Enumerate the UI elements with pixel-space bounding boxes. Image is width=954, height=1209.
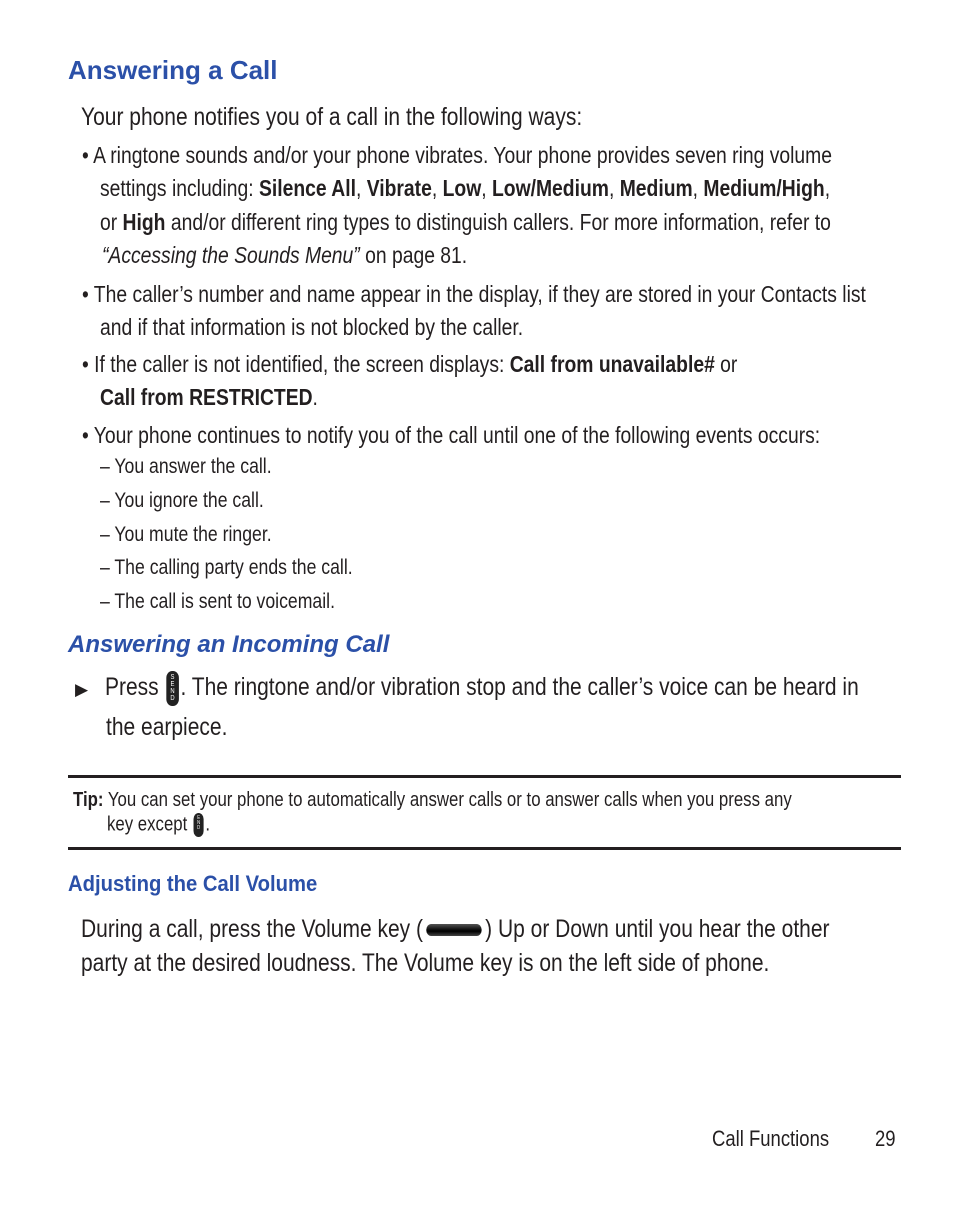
bullet-ring-line-3: or High and/or different ring types to distinguish callers. For more information, refer to [100,209,831,235]
send-key-icon: S E N D [166,671,179,706]
end-key-icon: E N D [194,813,204,837]
bullet-caller-id-line-1: • The caller’s number and name appear in the display, if they are stored in your Contacts list [82,281,866,307]
step-press-send: Press S E N D . The ringtone and/or vibration stop and the caller’s voice can be heard in [105,671,954,706]
bullet-unidentified-line-2: Call from RESTRICTED. [100,384,318,410]
volume-line-2: party at the desired loudness. The Volume key is on the left side of phone. [81,949,770,977]
subitem-answer: – You answer the call. [100,455,272,478]
step-press-send-line-2: the earpiece. [106,713,228,741]
subitem-ignore: – You ignore the call. [100,489,264,512]
tip-line-2: key except E N D . [107,813,211,836]
bullet-unidentified-line-1: • If the caller is not identified, the screen displays: Call from unavailable# or [82,351,738,377]
tip-line-1: Tip: You can set your phone to automatically answer calls or to answer calls when you press any [73,789,792,811]
volume-line-1: During a call, press the Volume key ( ) Up or Down until you hear the other [81,915,830,943]
tip-bottom-rule [68,847,901,850]
footer-section-name: Call Functions [712,1126,830,1151]
volume-key-icon [426,924,481,936]
page-title: Answering a Call [68,55,278,85]
bullet-notify-events: • Your phone continues to notify you of the call until one of the following events occurs: [82,422,821,448]
subitem-mute: – You mute the ringer. [100,523,272,546]
bullet-ring-line-1: • A ringtone sounds and/or your phone vibrates. Your phone provides seven ring volume [82,142,833,168]
call-volume-heading: Adjusting the Call Volume [68,871,318,896]
intro-paragraph: Your phone notifies you of a call in the following ways: [81,103,583,131]
incoming-call-heading: Answering an Incoming Call [68,631,390,658]
subitem-party-ends: – The calling party ends the call. [100,556,353,579]
subitem-voicemail: – The call is sent to voicemail. [100,590,335,613]
sounds-menu-reference[interactable]: “Accessing the Sounds Menu” on page 81. [102,242,468,268]
tip-top-rule [68,775,901,778]
bullet-caller-id-line-2: and if that information is not blocked by the caller. [100,314,524,340]
page-number: 29 [875,1126,896,1151]
bullet-ring-line-2: settings including: Silence All, Vibrate, Low, Low/Medium, Medium, Medium/High, [100,175,831,201]
step-arrow-icon: ▶ [75,680,89,699]
